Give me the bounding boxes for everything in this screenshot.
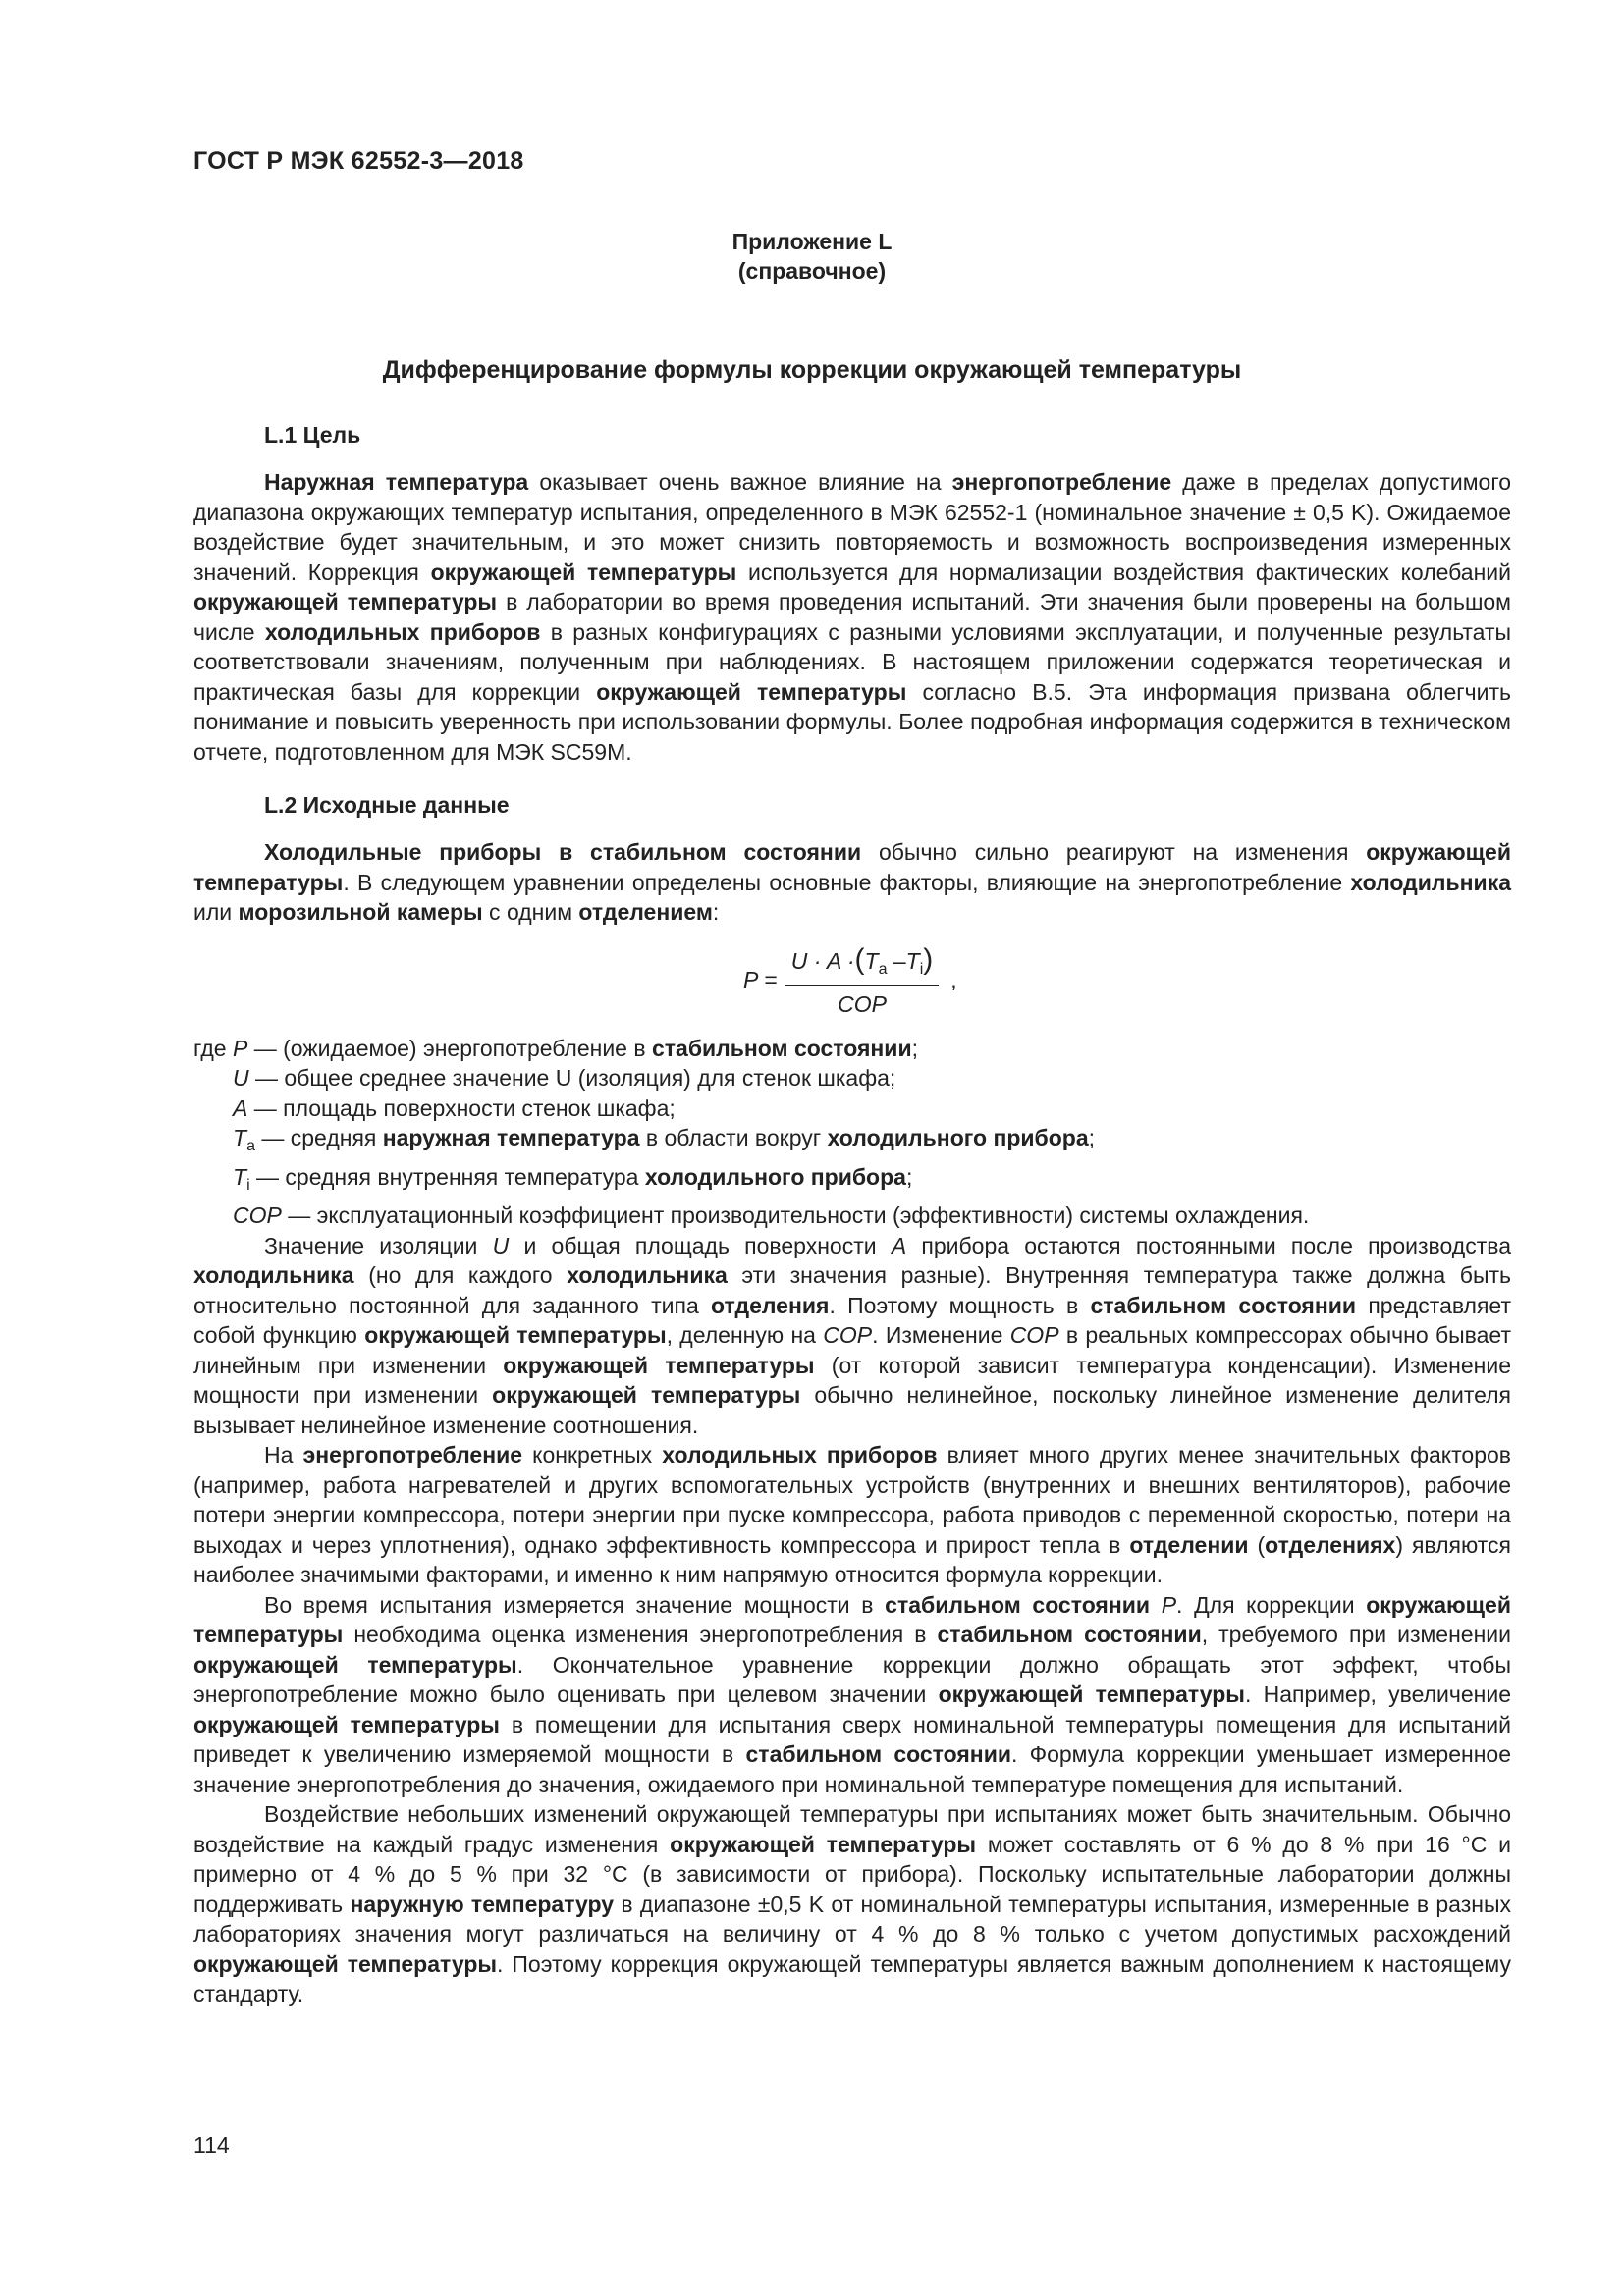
paragraph-l2-intro: Холодильные приборы в стабильном состоянии обычно сильно реагируют на изменения окружающей температуры. В следующем уравнении определены основные факторы, влияющие на энергопотребление холодильника или морозильной камеры с одним отделением: <box>193 839 1511 925</box>
paragraph-l2-insulation: Значение изоляции U и общая площадь поверхности A прибора остаются постоянными после производства холодильника (но для каждого холодильника эти значения разные). Внутренняя температура также должна быть относительно постоянной для заданного типа отделения. Поэтому мощность в стабильном состоянии представляет собой функцию окружающей температуры, деленную на COP. Изменение COP в реальных компрессорах обычно бывает линейным при изменении окружающей температуры (от которой зависит температура конденсации). Изменение мощности при изменении окружающей температуры обычно нелинейное, поскольку линейное изменение делителя вызывает нелинейное изменение соотношения. <box>193 1232 1512 1438</box>
legend-item-a: A — площадь поверхности стенок шкафа; <box>233 1095 676 1121</box>
page-number: 114 <box>193 2132 230 2158</box>
section-heading-l1: L.1 Цель <box>264 422 361 448</box>
standard-header: ГОСТ Р МЭК 62552-3—2018 <box>193 147 524 175</box>
legend-item-cop: COP — эксплуатационный коэффициент производительности (эффективности) системы охлаждения. <box>233 1202 1310 1228</box>
paragraph-l2-factors: На энергопотребление конкретных холодильных приборов влияет много других менее значительных факторов (например, работа нагревателей и других вспомогательных устройств (внутренних и внешних вентиляторов), рабочие потери энергии компрессора, потери энергии при пуске компрессора, работа приводов с переменной скоростью, потери на выходах и через уплотнения), однако эффективность компрессора и прирост тепла в отделении (отделениях) являются наиболее значимыми факторами, и именно к ним напрямую относится формула коррекции. <box>193 1442 1511 1587</box>
legend-item-u: U — общее среднее значение U (изоляция) для стенок шкафа; <box>233 1065 896 1091</box>
annex-caption <box>0 227 1624 286</box>
formula-fraction <box>785 943 940 1018</box>
energy-formula <box>193 932 1511 1034</box>
document-body <box>193 420 1511 2009</box>
formula-legend <box>193 1034 1511 1231</box>
legend-item-ti: $T_i$ — средняя внутренняя температура холодильного прибора; <box>233 1163 913 1194</box>
legend-item-ta: $T_a$ — средняя наружная температура в области вокруг холодильного прибора; <box>233 1125 1096 1154</box>
formula-lhs: P <box>743 967 759 992</box>
paragraph-l2-impact: Воздействие небольших изменений окружающей температуры при испытаниях может быть значительным. Обычно воздействие на каждый градус изменения окружающей температуры может составлять от 6 % до 8 % при 16 °C и примерно от 4 % до 5 % при 32 °C (в зависимости от прибора). Поскольку испытательные лаборатории должны поддерживать наружную температуру в диапазоне ±0,5 K от номинальной температуры испытания, измеренные в разных лабораториях значения могут различаться на величину от 4 % до 8 % только с учетом допустимых расхождений окружающей температуры. Поэтому коррекция окружающей температуры является важным дополнением к настоящему стандарту. <box>193 1801 1512 2006</box>
paragraph-l2-measurement: Во время испытания измеряется значение мощности в стабильном состоянии P. Для коррекции окружающей температуры необходима оценка изменения энергопотребления в стабильном состоянии, требуемого при изменении окружающей температуры. Окончательное уравнение коррекции должно обращать этот эффект, чтобы энергопотребление можно было оценивать при целевом значении окружающей температуры. Например, увеличение окружающей температуры в помещении для испытания сверх номинальной температуры помещения для испытаний приведет к увеличению измеряемой мощности в стабильном состоянии. Формула коррекции уменьшает измеренное значение энергопотребления до значения, ожидаемого при номинальной температуре помещения для испытаний. <box>193 1591 1512 1797</box>
annex-name: Приложение L <box>731 229 893 254</box>
formula-equals: = <box>764 967 778 992</box>
formula-comma: , <box>950 967 957 992</box>
formula-denominator: COP <box>838 990 887 1017</box>
annex-kind: (справочное) <box>737 258 887 284</box>
paragraph-l1: Наружная температура оказывает очень важное влияние на энергопотребление даже в пределах допустимого диапазона окружающих температур испытания, определенного в МЭК 62552-1 (номинальное значение ± 0,5 K). Ожидаемое воздействие будет значительным, и это может снизить повторяемость и возможность воспроизведения измеренных значений. Коррекция окружающей температуры используется для нормализации воздействия фактических колебаний окружающей температуры в лаборатории во время проведения испытаний. Эти значения были проверены на большом числе холодильных приборов в разных конфигурациях с разными условиями эксплуатации, и полученные результаты соответствовали значениям, полученным при наблюдениях. В настоящем приложении содержатся теоретическая и практическая базы для коррекции окружающей температуры согласно В.5. Эта информация призвана облегчить понимание и повысить уверенность при использовании формулы. Более подробная информация содержится в техническом отчете, подготовленном для МЭК SC59M. <box>193 469 1512 765</box>
legend-item-p: где P — (ожидаемое) энергопотребление в стабильном состоянии; <box>193 1035 918 1061</box>
section-heading-l2: L.2 Исходные данные <box>264 792 510 818</box>
annex-title: Дифференцирование формулы коррекции окружающей температуры <box>382 356 1242 384</box>
formula-numerator: $U \cdot A \cdot(T_a$ $-T_i$) <box>785 943 940 986</box>
